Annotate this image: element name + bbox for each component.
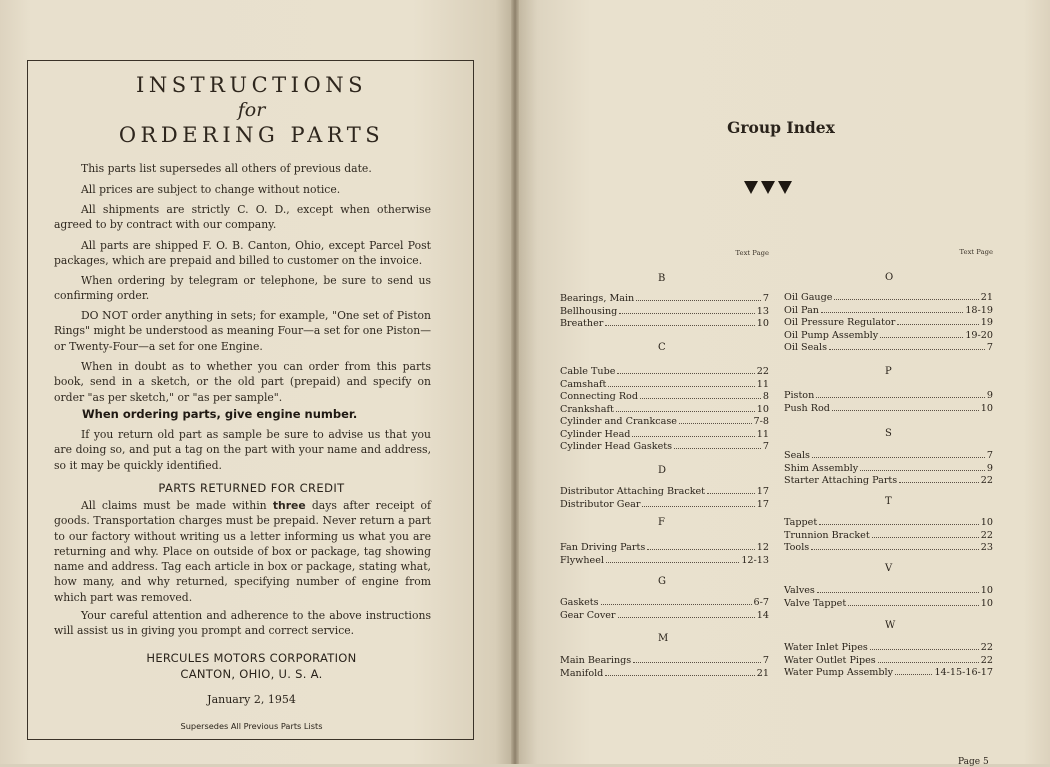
index-entry-name: Tools (784, 542, 810, 553)
index-entry-name: Piston (784, 390, 815, 401)
index-entry (560, 415, 769, 428)
dot-leader (633, 654, 761, 663)
index-entry-name: Camshaft (560, 378, 607, 390)
paragraph-prices: All prices are subject to change without notice. (81, 183, 341, 196)
index-entry-name: Cylinder and Crankcase (560, 416, 677, 427)
paragraph-when-in-doubt: When in doubt as to whether you can order from this parts book, send in a sketch, or the old part (prepaid) and specify on order "as per sketch," or "as per sample". (54, 360, 431, 404)
index-entry-name: Main Bearings (560, 655, 632, 666)
index-entry-name: Gear Cover (560, 609, 616, 621)
paragraph-claims: All claims must be made within three days after receipt of goods. Transportation charges must be prepaid. Never return a part to our factory without writing us a letter informing us what you are returning and why. Place on outside of box or package, tag showing name and address. Tag each article in box or package, stating what, how many, and why returned, specifying number of engine from which part was removed. (54, 499, 431, 604)
index-entry (784, 666, 993, 679)
dot-leader (605, 667, 754, 676)
paragraph-do-not-order: DO NOT order anything in sets; for example, "One set of Piston Rings" might be understood as meaning Four—a set for one Piston—or Twenty-Four—a set for one Engine. (54, 309, 431, 353)
dot-leader (860, 462, 985, 471)
index-entry-page: 7 (986, 450, 993, 461)
index-entry-page: 22 (980, 654, 993, 666)
index-entry (560, 365, 769, 378)
index-entry-name: Breather (560, 318, 604, 329)
index-entry-page: 10 (980, 585, 993, 596)
index-group-letter-c: C (658, 342, 666, 353)
index-entry (560, 440, 769, 453)
index-entry-page: 13 (756, 305, 769, 317)
dot-leader (832, 402, 979, 411)
dot-leader (870, 641, 979, 650)
page-number: Page 5 (958, 757, 989, 767)
index-entry (784, 291, 993, 304)
index-entry-name: Gaskets (560, 597, 599, 608)
index-entry-page: 10 (980, 402, 993, 414)
index-entry-name: Starter Attaching Parts (784, 475, 898, 486)
supersedes-note: Supersedes All Previous Parts Lists (180, 721, 323, 731)
index-group-letter-t: T (885, 496, 892, 507)
index-entry-page: 6-7 (753, 597, 769, 608)
index-entry-page: 10 (756, 403, 769, 415)
index-group-letter-v: V (885, 563, 893, 574)
index-entry (784, 402, 993, 415)
index-entry-page: 19-20 (965, 329, 993, 341)
index-group-letter-p: P (885, 366, 892, 377)
index-entry-page: 7-8 (753, 416, 769, 427)
dot-leader (816, 389, 985, 398)
index-entry-name: Flywheel (560, 554, 604, 566)
index-entry (784, 516, 993, 529)
index-entry (560, 428, 769, 441)
index-entry-name: Connecting Rod (560, 391, 638, 402)
ordering-parts-title: ORDERING PARTS (118, 123, 385, 147)
index-entry-name: Seals (784, 450, 810, 461)
index-entry-name: Bellhousing (560, 305, 618, 317)
instructions-title-for: for (237, 99, 266, 121)
credit-heading: PARTS RETURNED FOR CREDIT (158, 481, 345, 495)
paragraph-shipments: All shipments are strictly C. O. D., except when otherwise agreed to by contract with our company. (54, 203, 431, 232)
index-entry-page: 18-19 (965, 304, 993, 316)
index-entry-page: 10 (980, 597, 993, 609)
paragraph-return-sample: If you return old part as sample be sure to advise us that you are doing so, and put a tag on the part with your name and address, so it may be quickly identified. (54, 428, 431, 472)
index-entry-name: Oil Gauge (784, 292, 833, 303)
index-entry (560, 403, 769, 416)
index-entry-name: Crankshaft (560, 403, 614, 415)
dot-leader (679, 415, 752, 424)
index-entry-page: 17 (756, 498, 769, 510)
index-entry-page: 7 (986, 342, 993, 353)
index-entry (784, 654, 993, 667)
index-entry-name: Valve Tappet (784, 597, 847, 609)
index-entry-page: 11 (756, 428, 769, 440)
index-entry-page: 11 (756, 378, 769, 390)
dot-leader (817, 584, 979, 593)
index-group-letter-b: B (658, 273, 666, 284)
index-entry-page: 22 (756, 366, 769, 377)
index-entry-page: 8 (762, 391, 769, 402)
group-index-title (516, 118, 1050, 137)
paragraph-telegram: When ordering by telegram or telephone, be sure to send us confirming order. (54, 274, 431, 303)
index-entry (784, 641, 993, 654)
index-entry-name: Water Pump Assembly (784, 667, 894, 678)
index-entry (784, 389, 993, 402)
index-entry-name: Shim Assembly (784, 462, 859, 474)
dot-leader (829, 341, 985, 350)
dot-leader (834, 291, 978, 300)
company-location: CANTON, OHIO, U. S. A. (180, 667, 323, 681)
dot-leader (632, 428, 754, 437)
index-entry-page: 12-13 (741, 554, 769, 566)
dot-leader (812, 449, 985, 458)
index-group-letter-d: D (658, 465, 667, 476)
index-entry-page: 10 (980, 517, 993, 528)
instructions-box (27, 60, 474, 740)
dot-leader (605, 317, 754, 326)
index-entry-name: Cylinder Head (560, 428, 631, 440)
paragraph-fob: All parts are shipped F. O. B. Canton, Ohio, except Parcel Post packages, which are prepaid and billed to customer on the invoice. (54, 239, 431, 268)
dot-leader (811, 541, 979, 550)
index-entry-page: 22 (980, 642, 993, 653)
dot-leader (848, 597, 979, 606)
index-entry (784, 529, 993, 542)
right-column-header: Text Page (959, 248, 993, 256)
left-column-header: Text Page (735, 249, 769, 257)
index-entry (784, 449, 993, 462)
index-entry-name: Oil Pump Assembly (784, 329, 879, 341)
index-entry (560, 485, 769, 498)
index-entry-name: Distributor Attaching Bracket (560, 486, 706, 497)
index-entry-name: Cylinder Head Gaskets (560, 441, 673, 452)
index-entry-name: Distributor Gear (560, 498, 641, 510)
triangle-ornament-icon (744, 181, 792, 195)
index-entry (560, 292, 769, 305)
index-entry-page: 7 (762, 293, 769, 304)
index-entry-page: 9 (986, 462, 993, 474)
index-entry (784, 341, 993, 354)
index-entry-page: 14 (756, 609, 769, 621)
index-entry (560, 378, 769, 391)
index-entry (560, 667, 769, 680)
index-entry-page: 7 (762, 441, 769, 452)
index-entry-name: Fan Driving Parts (560, 542, 646, 553)
index-group-letter-f: F (658, 517, 665, 528)
index-entry (784, 541, 993, 554)
dot-leader (640, 390, 761, 399)
binding-gutter (511, 0, 519, 764)
dot-leader (897, 316, 978, 325)
index-entry (560, 654, 769, 667)
issue-date: January 2, 1954 (207, 693, 296, 706)
engine-number-instruction: When ordering parts, give engine number. (82, 407, 358, 421)
index-entry (560, 596, 769, 609)
index-entry (784, 462, 993, 475)
dot-leader (642, 498, 754, 507)
index-entry-name: Manifold (560, 667, 604, 679)
index-entry (560, 317, 769, 330)
index-entry (784, 597, 993, 610)
dot-leader (819, 516, 979, 525)
dot-leader (616, 403, 755, 412)
index-group-letter-s: S (885, 428, 892, 439)
index-entry-page: 19 (980, 317, 993, 328)
index-group-letter-o: O (885, 272, 894, 283)
index-entry-name: Bearings, Main (560, 293, 635, 304)
dot-leader (617, 365, 754, 374)
index-entry-name: Oil Pressure Regulator (784, 317, 896, 328)
index-entry-page: 9 (986, 390, 993, 401)
dot-leader (619, 305, 754, 314)
index-entry (560, 390, 769, 403)
index-entry-page: 10 (756, 318, 769, 329)
paragraph-supersedes: This parts list supersedes all others of previous date. (81, 162, 372, 175)
paragraph-closing: Your careful attention and adherence to the above instructions will assist us in giving you prompt and correct service. (54, 609, 431, 638)
dot-leader (618, 609, 755, 618)
index-entry-name: Valves (784, 585, 815, 596)
index-entry-page: 22 (980, 529, 993, 541)
dot-leader (636, 292, 761, 301)
index-entry-name: Oil Pan (784, 304, 819, 316)
index-entry-name: Push Rod (784, 402, 830, 414)
index-entry-name: Tappet (784, 517, 818, 528)
dot-leader (895, 666, 932, 675)
dot-leader (647, 541, 755, 550)
emphasis-three: three (272, 499, 306, 512)
dot-leader (899, 474, 979, 483)
index-entry-page: 22 (980, 475, 993, 486)
index-entry (560, 609, 769, 622)
dot-leader (872, 529, 979, 538)
dot-leader (674, 440, 761, 449)
company-name: HERCULES MOTORS CORPORATION (146, 651, 357, 665)
index-entry (784, 474, 993, 487)
index-entry (560, 305, 769, 318)
index-group-letter-m: M (658, 633, 669, 644)
dot-leader (601, 596, 752, 605)
index-entry-page: 17 (756, 486, 769, 497)
index-group-letter-w: W (885, 620, 896, 631)
index-entry-page: 7 (762, 655, 769, 666)
index-entry-name: Oil Seals (784, 342, 828, 353)
dot-leader (608, 378, 754, 387)
index-entry (784, 316, 993, 329)
index-entry-name: Cable Tube (560, 366, 616, 377)
index-entry-page: 12 (756, 542, 769, 553)
index-entry-name: Trunnion Bracket (784, 529, 870, 541)
dot-leader (878, 654, 979, 663)
index-entry (560, 541, 769, 554)
dot-leader (821, 304, 963, 313)
index-entry-page: 21 (756, 667, 769, 679)
index-entry-name: Water Inlet Pipes (784, 642, 868, 653)
index-entry (784, 304, 993, 317)
index-entry-page: 23 (980, 542, 993, 553)
dot-leader (707, 485, 755, 494)
index-entry (560, 498, 769, 511)
group-index-title-text: Group Index (727, 118, 835, 137)
index-entry-page: 14-15-16-17 (934, 667, 993, 678)
index-entry (784, 584, 993, 597)
index-entry-page: 21 (980, 292, 993, 303)
instructions-title: INSTRUCTIONS (136, 73, 367, 97)
index-entry-name: Water Outlet Pipes (784, 654, 876, 666)
index-group-letter-g: G (658, 576, 666, 587)
dot-leader (606, 554, 739, 563)
index-entry (784, 329, 993, 342)
index-entry (560, 554, 769, 567)
dot-leader (880, 329, 963, 338)
